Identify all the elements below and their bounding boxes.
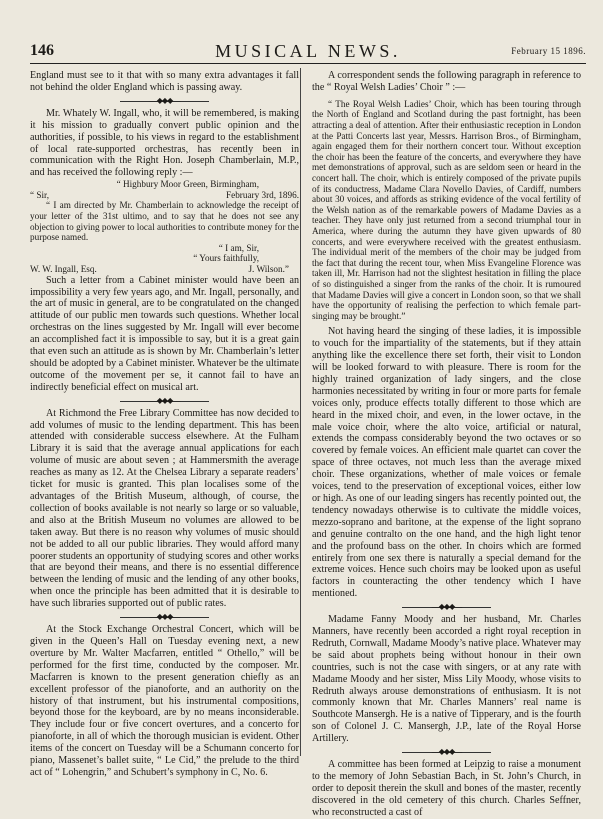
paragraph: A correspondent sends the following paragraph in reference to the “ Royal Welsh Ladies’ Choir ” :— <box>312 70 581 93</box>
separator-ornament: —◆◆◆— <box>149 95 180 105</box>
page-header <box>30 41 586 64</box>
letter-closing: “ I am, Sir, <box>218 242 259 253</box>
letter-closing: “ Yours faithfully, <box>193 253 259 264</box>
issue-date: February 15 1896. <box>511 46 586 56</box>
quoted-paragraph: “ The Royal Welsh Ladies’ Choir, which has been touring through the North of England and Scotland during the past fortnight, has been attracting a deal of attention. After their enthusiastic reception in London at the Patti Concerts last year, Messrs. Harrison Bros., of Birmingham, again engaged them for their northern concert tour. Without exception the choir has been the feature of the concerts, and everywhere they have met demonstrations of approval, such as are seldom seen or heard in the concert hall. The choir, which is entirely composed of the private pupils of its conductress, Madame Clara Novello Davies, of Cardiff, numbers about 30 voices, and affords as striking evidence of the vocal fertility of the Welsh nation as of the remarkable powers of Madame Davies as a teacher. They have only just returned from a second triumphal tour in America, where during the autumn they have given upwards of 80 concerts, and were everywhere received with the greatest enthusiasm. The individual merit of the members of the choir may be judged from the fact that during the recent tour, when Miss Evangeline Florence was taken ill, Mr. Harrison had not the slightest hesitation in filling the place of so distinguished a singer from the ranks of the choir. It is rumoured that Madame Davies will give a concert in London soon, so that we shall have the opportunity of realising the perfection to which female part-singing may be brought.” <box>312 98 581 321</box>
section-separator <box>312 602 581 612</box>
separator-ornament: —◆◆◆— <box>431 747 462 757</box>
section-separator <box>30 396 299 406</box>
letter-recipient: W. W. Ingall, Esq. <box>30 264 97 274</box>
letter-signature: J. Wilson.” <box>248 264 289 274</box>
section-separator <box>30 96 299 106</box>
letter-body: “ I am directed by Mr. Chamberlain to acknowledge the receipt of your letter of the 31st ultimo, and to say that he does not see any objection to giving power to local authorities to contribute money for the purpose named. <box>30 200 299 243</box>
separator-ornament: —◆◆◆— <box>431 602 462 612</box>
paragraph: Such a letter from a Cabinet minister would have been an impossibility a very few years ago, and Mr. Ingall, personally, and the art of music in general, are to be congratulated on the changed attitude of our public men towards such questions. Whether local orchestras on the lines suggested by Mr. Ingall will ever become an accomplished fact it is impossible to say, but it is a great gain that even such an attitude as is shown by Mr. Chamberlain’s letter should be adopted by a Cabinet minister. Whatever be the ultimate outcome of the movement per se, it cannot fail to have an indirectly beneficial effect on musical art. <box>30 274 299 393</box>
section-separator <box>312 747 581 757</box>
paragraph: A committee has been formed at Leipzig to raise a monument to the memory of John Sebastian Bach, in St. John’s Church, in order to deposit therein the skull and bones of the master, recently discovered in the old cemetery of this church. Charles Seffner, who reconstructed a cast of <box>312 759 581 818</box>
letter-date: February 3rd, 1896. <box>226 189 299 200</box>
quoted-letter <box>30 179 299 274</box>
section-separator <box>30 612 299 622</box>
paragraph: Not having heard the singing of these ladies, it is impossible to vouch for the impartiality of the statements, but if they attain anything like the excellence there set forth, their visit to London will be looked forward to with pleasure. There is room for the highly trained organization of lady singers, and the close harmonies necessitated by writing in four or more parts for female voices only, produce effects totally different to those which are heard in the mixed choir, and even, in the lower octave, in the male voice choir, where the alto voice, artificial or natural, extends the compass considerably beyond the two octaves or so covered by female voices. An efficient male quartet can cover the space of three octaves, not much less than the average mixed choir. These organizations, whether of male voices or female voices, tend to the preservation of exceptional voices, either low or high. As one of our leading singers has recently pointed out, the tendency nowadays otherwise is to cultivate the middle voices, mezzo-soprano and baritone, at the expense of the light soprano and genuine contralto on the one hand, and the high light tenor and the profound bass on the other. In choirs which are formed entirely from one sex there is naturally a special demand for the extreme voices. Hence such choirs may be looked upon as useful factors in counteracting the other tendency which I have mentioned. <box>312 326 581 600</box>
paragraph: At the Stock Exchange Orchestral Concert, which will be given in the Queen’s Hall on Tuesday evening next, a new overture by Mr. Walter Macfarren, entitled “ Othello,” will be performed for the first time, conducted by the composer. Mr. Macfarren is known to the present generation chiefly as an excellent professor of the pianoforte, and an authority on the history of that instrument, but his instrumental compositions, beyond those for the keyboard, are by no means inconsiderable. They include four or five concert overtures, and a concerto for pianoforte, in all of which the thorough musician is evident. Other items of the concert on Tuesday will be a Schumann concerto for piano, Massenet’s ballet suite, “ Le Cid,” the prelude to the third act of “ Lohengrin,” and Schubert’s symphony in C, No. 6. <box>30 624 299 778</box>
separator-ornament: —◆◆◆— <box>149 395 180 405</box>
paragraph: Mr. Whately W. Ingall, who, it will be remembered, is making it his mission to gradually convert public opinion and the authorities, if possible, to his views in regard to the establishment of local rate-supported orchestras, has recently been in communication with the Right Hon. Joseph Chamberlain, M.P., and has received the following reply :— <box>30 107 299 179</box>
paragraph: Madame Fanny Moody and her husband, Mr. Charles Manners, have recently been accorded a right royal reception in Redruth, Cornwall, Madame Moody’s native place. Whatever may be said about prophets being without honour in their own countries, such is not the case with singers, or at any rate with Madame Moody and her sister, Miss Lily Moody, whose visits to Redruth always arouse demonstrations of enthusiasm. It is not commonly known that Mr. Charles Manners’ real name is Southcote Mansergh. He is a native of Tipperary, and is the fourth son of Colonel J. C. Mansergh, J.P., late of the Royal Horse Artillery. <box>312 614 581 745</box>
column-divider <box>300 68 301 756</box>
paragraph: At Richmond the Free Library Committee has now decided to add volumes of music to the lending department. This has been attended with considerable success elsewhere. At the Fulham Library it is said that the average annual applications for each volume of music are about seven ; at Hammersmith the average reaches as many as 12. At the Chelsea Library a separate readers’ ticket for music is granted. This plan localises some of the advantages of the British Museum, although, of course, the collection of books available is not nearly so large or so valuable, and also at the British Museum no volumes are allowed to be taken away. But there is no reason why volumes of music should not be added to all our public libraries. They would afford many poorer students an opportunity of studying scores and other works that are beyond their means, and there is no essential difference between the lending of music and the lending of any other books, when once the principle has been admitted that it is desirable to have such libraries supported out of public rates. <box>30 407 299 610</box>
left-column <box>30 70 299 779</box>
letter-salutation: “ Sir, <box>30 189 50 200</box>
paragraph: England must see to it that with so many extra advantages it fall not behind the older England which is passing away. <box>30 70 299 93</box>
separator-ornament: —◆◆◆— <box>149 612 180 622</box>
page-number: 146 <box>30 42 54 59</box>
right-column <box>312 70 581 819</box>
letter-signature-line <box>30 264 299 275</box>
letter-address: “ Highbury Moor Green, Birmingham, <box>116 179 259 190</box>
masthead: MUSICAL NEWS. <box>215 41 401 61</box>
